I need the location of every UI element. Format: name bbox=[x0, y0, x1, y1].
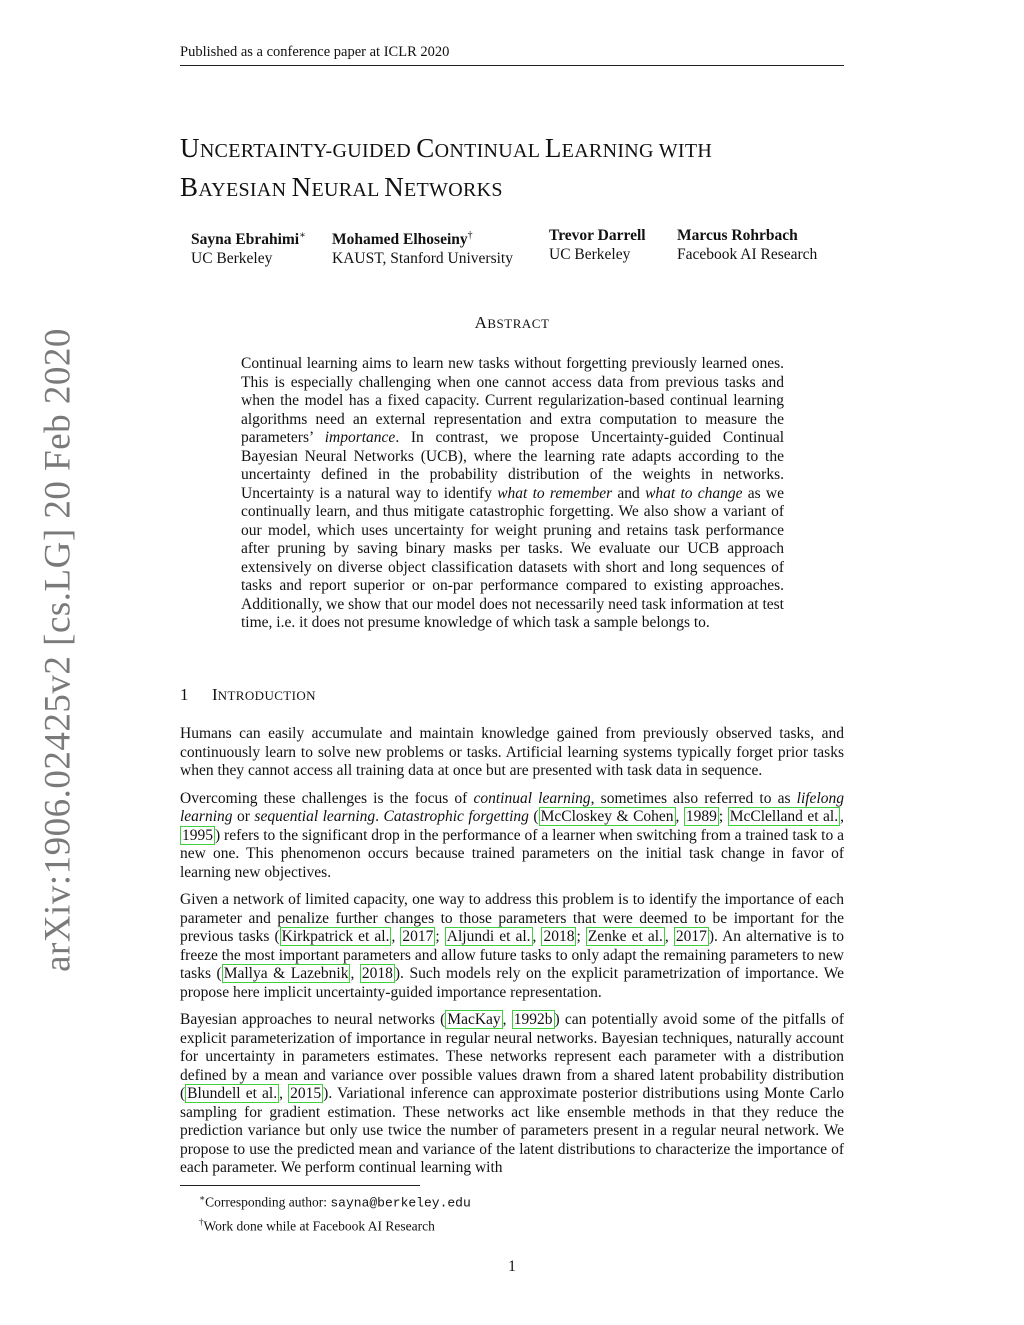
page-number: 1 bbox=[508, 1258, 516, 1275]
author-name: Trevor Darrell bbox=[549, 227, 646, 244]
arxiv-identifier: arXiv:1906.02425v2 [cs.LG] 20 Feb 2020 bbox=[37, 328, 79, 972]
introduction-body bbox=[180, 725, 844, 1187]
citation-link[interactable]: Zenke et al. bbox=[587, 928, 663, 945]
citation-link[interactable]: Aljundi et al. bbox=[446, 928, 531, 945]
citation-link[interactable]: 2018 bbox=[543, 928, 575, 945]
title-line-1: UNCERTAINTY-GUIDED CONTINUAL LEARNING WITH bbox=[180, 133, 713, 163]
paragraph: Given a network of limited capacity, one way to address this problem is to identify the importance of each parameter and penalize further changes to those parameters that were deemed to be important for the previous tasks ( Kirkpatrick et al. , 2017 ; Aljundi et al. , 2018 ; Zenke et al. , 2017 ). An alternative is to freeze the most important parameters and allow future tasks to only adapt the remaining parameters to new tasks ( Mallya & Lazebnik , 2018 ). Such models rely on the explicit parametrization of importance. We propose here implicit uncertainty-guided importance representation. bbox=[180, 891, 845, 1001]
citation-link[interactable]: MacKay bbox=[447, 1011, 501, 1028]
header-rule bbox=[180, 65, 844, 66]
author-affiliation: KAUST, Stanford University bbox=[332, 250, 513, 268]
author-affiliation: Facebook AI Research bbox=[677, 246, 818, 263]
citation-link[interactable]: McCloskey & Cohen bbox=[540, 808, 674, 825]
citation-link[interactable]: 1992b bbox=[513, 1011, 553, 1028]
citation-link[interactable]: 2017 bbox=[402, 928, 434, 945]
citation-link[interactable]: Kirkpatrick et al. bbox=[281, 928, 390, 945]
paragraph: Bayesian approaches to neural networks ( MacKay , 1992b ) can potentially avoid some of the pitfalls of explicit parameterization of importance in regular neural networks. Bayesian techniques, naturally account for uncertainty in parameters estimates. These networks represent each parameter with a distribution defined by a mean and variance over possible values drawn from a shared latent probability distribution ( Blundell et al. , 2015 ). Variational inference can approximate posterior distributions using Monte Carlo sampling for gradient estimation. These networks act like ensemble methods in that they reduce the prediction variance but only use twice the number of parameters present in a regular neural network. We propose to use the predicted mean and variance of the latent distributions to characterize the importance of each parameter. We perform continual learning with bbox=[180, 1011, 845, 1176]
citation-link[interactable]: McClelland et al. bbox=[729, 808, 839, 825]
author-ebrahimi: Sayna Ebrahimi∗ UC Berkeley bbox=[191, 230, 306, 268]
paper-title bbox=[180, 130, 860, 208]
title-line-2: BAYESIAN NEURAL NETWORKS bbox=[180, 172, 503, 202]
citation-link[interactable]: Mallya & Lazebnik bbox=[223, 965, 349, 982]
footnote-facebook: †Work done while at Facebook AI Research bbox=[199, 1216, 435, 1233]
abstract-heading: ABSTRACT bbox=[474, 313, 550, 332]
author-name: Sayna Ebrahimi bbox=[191, 231, 300, 249]
footnote-corresponding-author: ∗Corresponding author: sayna@berkeley.edu bbox=[199, 1193, 471, 1211]
citation-link[interactable]: 2015 bbox=[290, 1085, 322, 1102]
author-name: Mohamed Elhoseiny bbox=[332, 231, 468, 249]
paragraph: Overcoming these challenges is the focus of continual learning, sometimes also referred to as lifelong learning or sequential learning. Catastrophic forgetting ( McCloskey & Cohen , 1989 ; McClelland et al. , 1995 ) refers to the significant drop in the performance of a learner when switching from a trained task to a new one. This phenomenon occurs because trained parameters on the initial task change in favor of learning new objectives. bbox=[180, 789, 844, 881]
email-link[interactable]: sayna@berkeley.edu bbox=[330, 1195, 471, 1211]
author-elhoseiny: Mohamed Elhoseiny† KAUST, Stanford University bbox=[332, 230, 513, 268]
footnote-rule bbox=[180, 1185, 420, 1186]
author-name: Marcus Rohrbach bbox=[677, 227, 798, 244]
author-rohrbach bbox=[677, 226, 817, 264]
citation-link[interactable]: 2017 bbox=[675, 928, 707, 945]
citation-link[interactable]: 1995 bbox=[182, 826, 213, 844]
running-header: Published as a conference paper at ICLR 2020 bbox=[180, 44, 450, 60]
section-heading-introduction: 1 INTRODUCTION bbox=[180, 685, 316, 704]
citation-link[interactable]: 2018 bbox=[361, 965, 393, 982]
citation-link[interactable]: 1989 bbox=[685, 808, 717, 825]
author-affiliation: UC Berkeley bbox=[549, 246, 631, 263]
footnotes bbox=[180, 1189, 844, 1235]
abstract-body: Continual learning aims to learn new tasks without forgetting previously learned ones. This is especially challenging when one cannot access data from previous tasks and when the model has a fixed capacity. Current regularization-based continual learning algorithms need an external representation and extra computation to measure the parameters’ importance. In contrast, we propose Uncertainty-guided Continual Bayesian Neural Networks (UCB), where the learning rate adapts according to the uncertainty defined in the probability distribution of the weights in networks. Uncertainty is a natural way to identify what to remember and what to change as we continually learn, and thus mitigate catastrophic forgetting. We also show a variant of our model, which uses uncertainty for weight pruning and retains task performance after pruning by saving binary masks per tasks. We evaluate our UCB approach extensively on diverse object classification datasets with short and long sequences of tasks and report superior or on-par performance compared to existing approaches. Additionally, we show that our model does not necessarily need task information at test time, i.e. it does not presume knowledge of which task a sample belongs to. bbox=[241, 355, 784, 631]
author-block bbox=[0, 226, 1024, 276]
citation-link[interactable]: Blundell et al. bbox=[187, 1085, 278, 1102]
author-affiliation: UC Berkeley bbox=[191, 250, 273, 268]
author-darrell bbox=[549, 226, 646, 264]
paragraph: Humans can easily accumulate and maintain knowledge gained from previously observed tasks, and continuously learn to solve new problems or tasks. Artificial learning systems typically forget prior tasks when they cannot access all training data at once but are presented with task data in sequence. bbox=[180, 725, 844, 779]
